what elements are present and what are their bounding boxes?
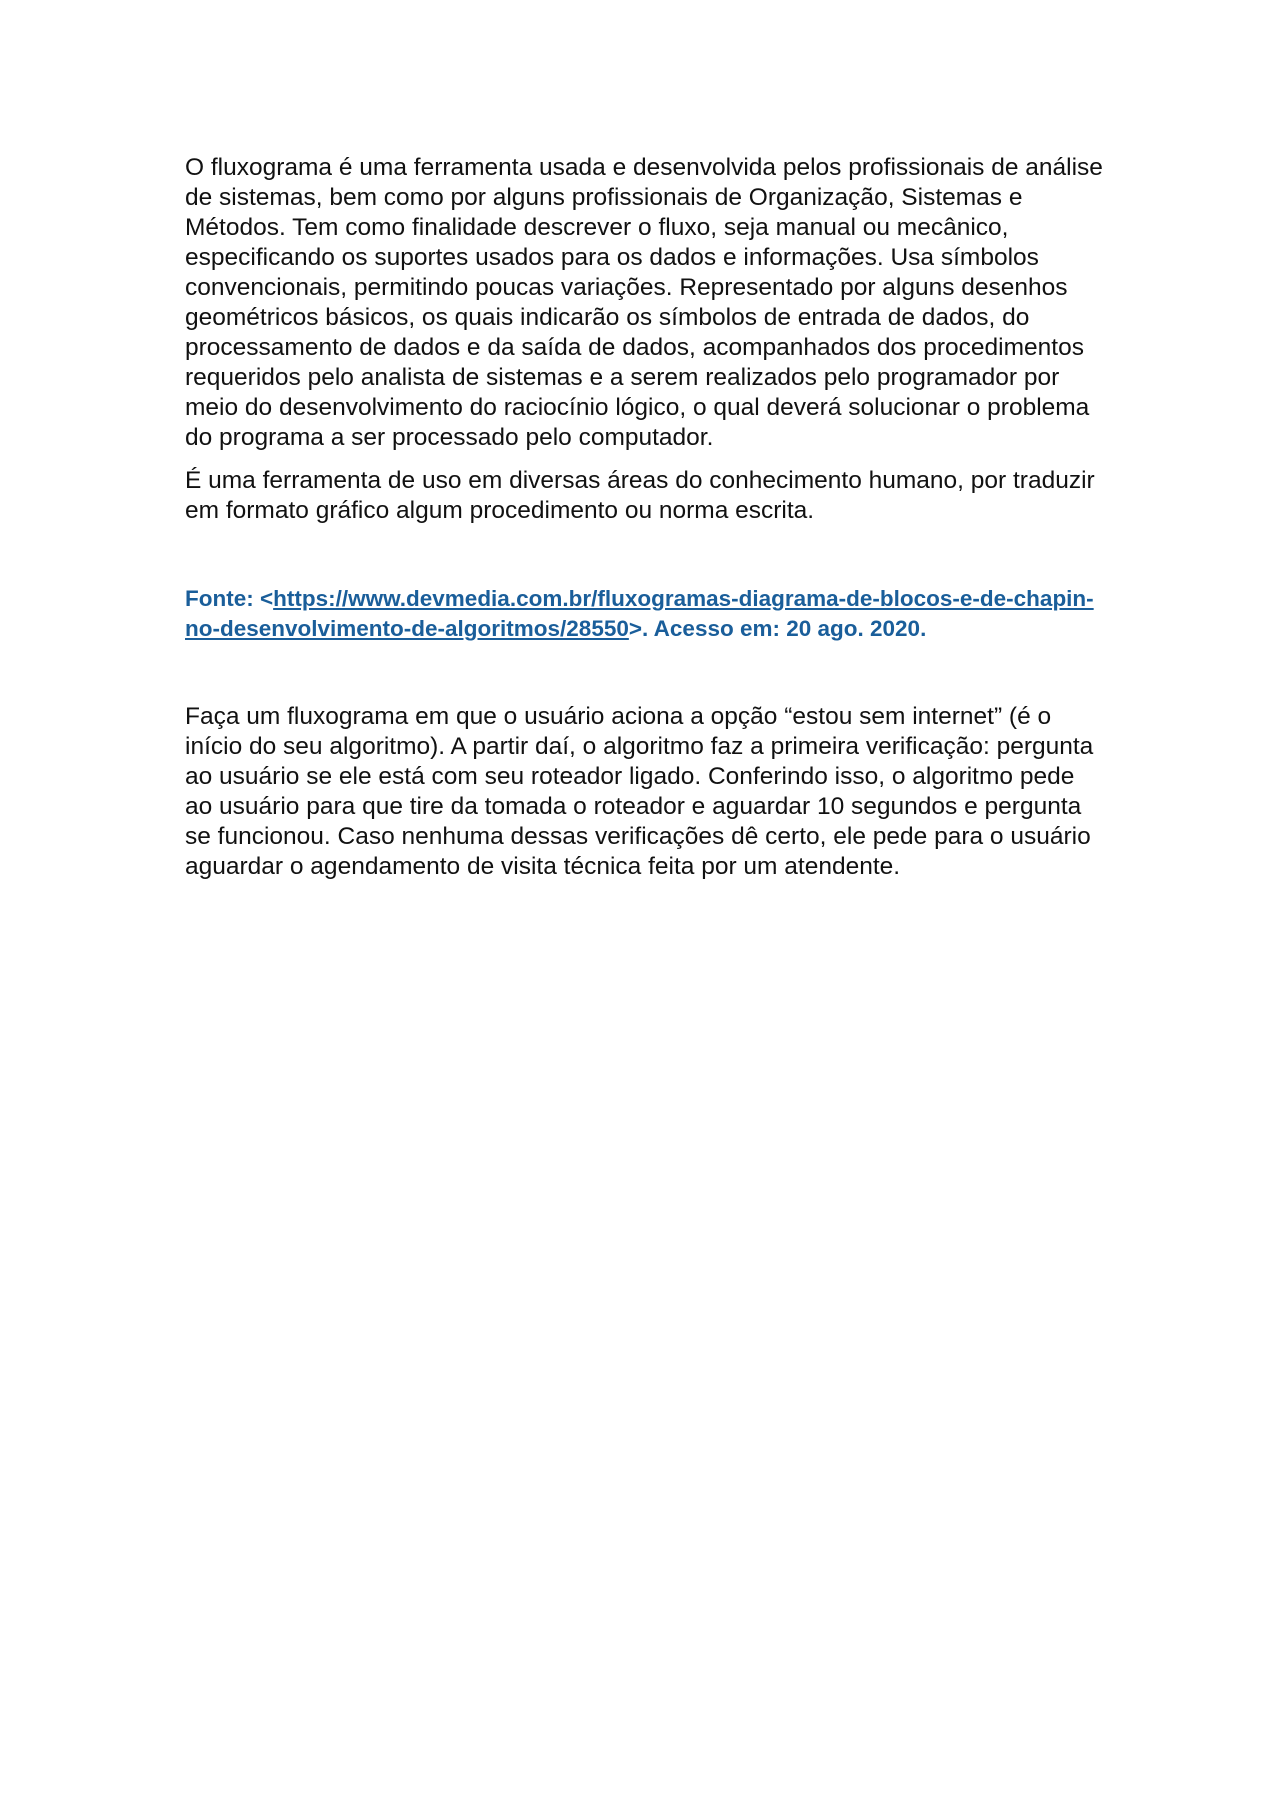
source-prefix: Fonte: < — [185, 586, 274, 611]
task-paragraph: Faça um fluxograma em que o usuário aciona a opção “estou sem internet” (é o início do seu algoritmo). A partir daí, o algoritmo faz a primeira verificação: pergunta ao usuário se ele está com seu roteador ligado. Conferindo isso, o algoritmo pede ao usuário para que tire da tomada o roteador e aguardar 10 segundos e pergunta se funcionou. Caso nenhuma dessas verificações dê certo, ele pede para o usuário aguardar o agendamento de visita técnica feita por um atendente. — [185, 703, 1094, 880]
intro-paragraph: O fluxograma é uma ferramenta usada e desenvolvida pelos profissionais de análise de sistemas, bem como por alguns profissionais de Organização, Sistemas e Métodos. Tem como finalidade descrever o fluxo, seja manual ou mecânico, especificando os suportes usados para os dados e informações. Usa símbolos convencionais, permitindo poucas variações. Representado por alguns desenhos geométricos básicos, os quais indicarão os símbolos de entrada de dados, do processamento de dados e da saída de dados, acompanhados dos procedimentos requeridos pelo analista de sistemas e a serem realizados pelo programador por meio do desenvolvimento do raciocínio lógico, o qual deverá solucionar o problema do programa a ser processado pelo computador. — [185, 154, 1103, 451]
source-suffix: >. Acesso em: 20 ago. 2020. — [628, 616, 927, 641]
source-link[interactable]: https://www.devmedia.com.br/fluxogramas-diagrama-de-blocos-e-de-chapin-no-desenvolvimento-de-algoritmos/28550 — [185, 586, 1094, 641]
source-citation — [185, 584, 1105, 644]
usage-paragraph: É uma ferramenta de uso em diversas áreas do conhecimento humano, por traduzir em formato gráfico algum procedimento ou norma escrita. — [185, 467, 1095, 524]
document-body — [185, 153, 1105, 882]
